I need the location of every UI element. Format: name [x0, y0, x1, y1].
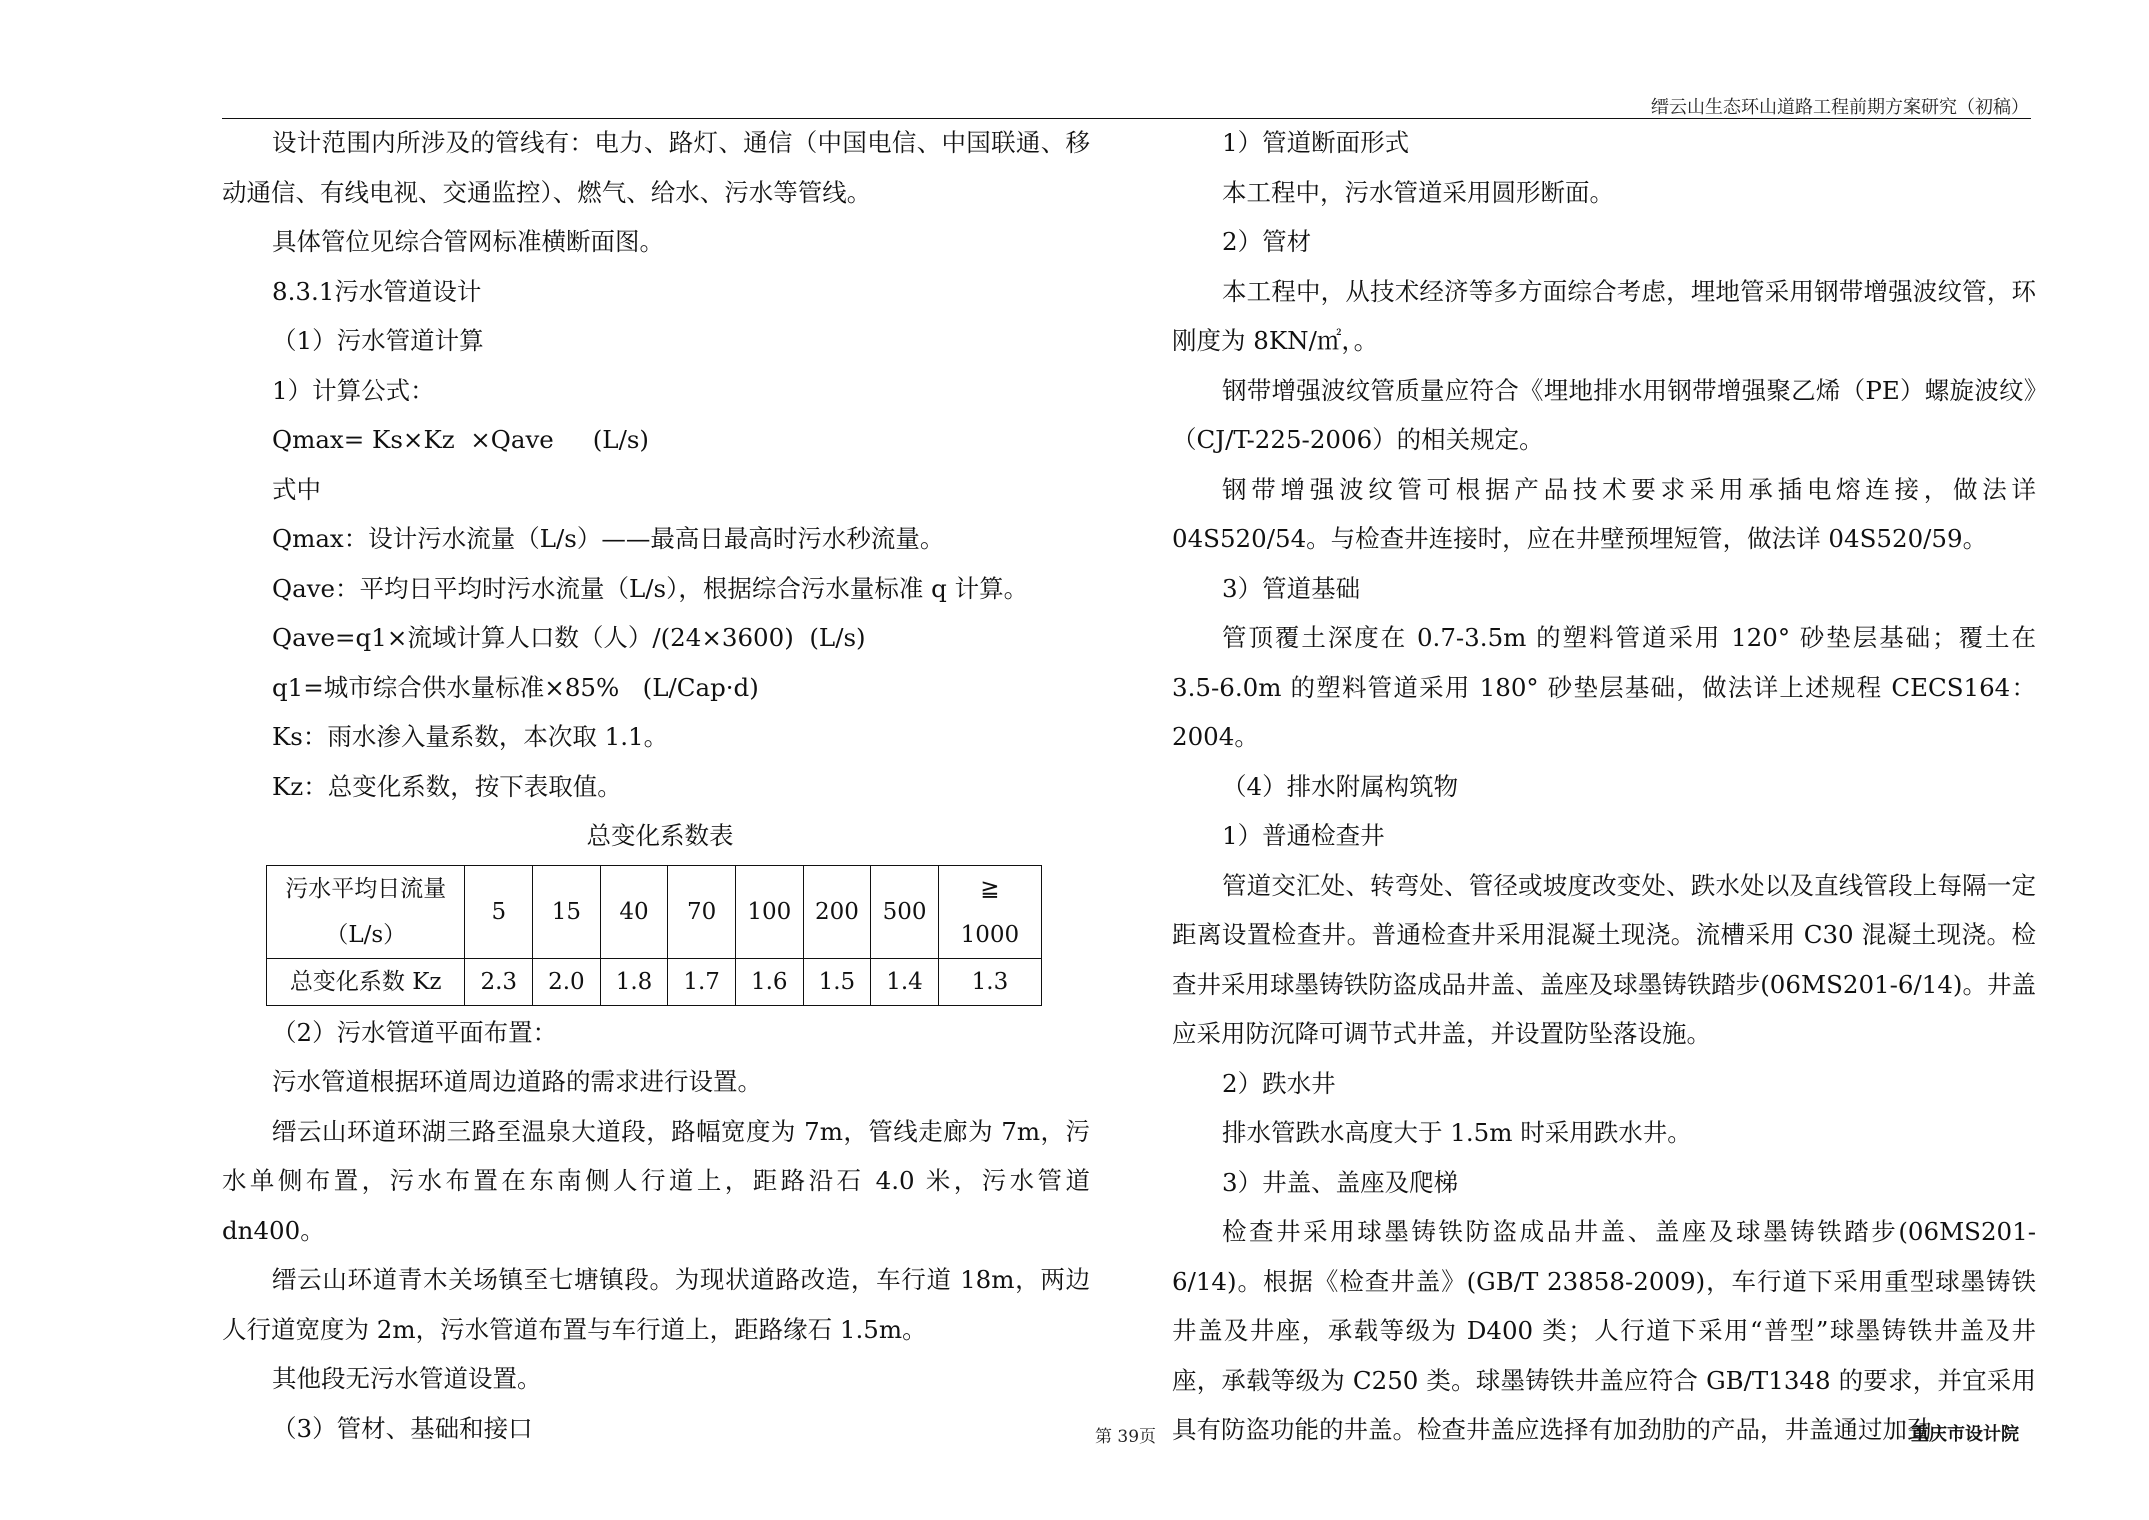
table-cell-flow: 40 — [600, 865, 668, 958]
table-cell-kz: 1.7 — [668, 958, 736, 1005]
table-cell-flow-last — [938, 865, 1041, 958]
flow-header-line1: 污水平均日流量 — [285, 875, 447, 902]
paragraph-inspection-well: 管道交汇处、转弯处、管径或坡度改变处、跌水处以及直线管段上每隔一定距离设置检查井。普通检查井采用混凝土现浇。流槽采用 C30 混凝土现浇。检查井采用球墨铸铁防盗成品井盖、盖座及球墨铸铁踏步(06MS201-6/14)。井盖应采用防沉降可调节式井盖，并设置防坠落设施。 — [1172, 870, 2036, 1048]
paragraph-material: 本工程中，从技术经济等多方面综合考虑，埋地管采用钢带增强波纹管，环刚度为 8KN/㎡，。 — [1172, 276, 2036, 355]
organization-name: 重庆市设计院 — [1911, 1424, 2019, 1445]
paragraph-layout-section1: 缙云山环道环湖三路至温泉大道段，路幅宽度为 7m，管线走廊为 7m，污水单侧布置，污水布置在东南侧人行道上，距路沿石 4.0 米，污水管道 dn400。 — [222, 1116, 1090, 1245]
flow-last-line1: ≧ — [980, 875, 1000, 902]
paragraph-layout-section2: 缙云山环道青木关场镇至七塘镇段。为现状道路改造，车行道 18m，两边人行道宽度为 2m，污水管道布置与车行道上，距路缘石 1.5m。 — [222, 1265, 1090, 1344]
subsection-heading-materials: （3）管材、基础和接口 — [272, 1413, 533, 1443]
subsection-heading-layout: （2）污水管道平面布置： — [272, 1017, 558, 1047]
item-heading-drop-well: 2）跌水井 — [1222, 1068, 1336, 1098]
table-cell-flow: 200 — [803, 865, 871, 958]
paragraph-covers: 检查井采用球墨铸铁防盗成品井盖、盖座及球墨铸铁踏步(06MS201-6/14)。根据《检查井盖》(GB/T 23858-2009)，车行道下采用重型球墨铸铁井盖及井座，承载等级为 D400 类；人行道下采用“普型”球墨铸铁井盖及井座，承载等级为 C250 类。球墨铸铁井盖应符合 GB/T1348 的要求，并宜采用具有防盗功能的井盖。检查井盖应选择有加劲肋的产品，井盖通过加劲 — [1172, 1217, 2036, 1444]
table-cell-flow: 15 — [533, 865, 601, 958]
flow-header-line2: （L/s） — [325, 921, 407, 948]
paragraph-foundation: 管顶覆土深度在 0.7-3.5m 的塑料管道采用 120° 砂垫层基础；覆土在 3.5-6.0m 的塑料管道采用 180° 砂垫层基础，做法详上述规程 CECS164：2004。 — [1172, 623, 2036, 751]
table-cell-kz: 1.3 — [938, 958, 1041, 1005]
table-cell-flow: 100 — [735, 865, 803, 958]
paragraph-section-form: 本工程中，污水管道采用圆形断面。 — [1222, 177, 1614, 207]
section-heading-sewage-design: 8.3.1污水管道设计 — [272, 276, 482, 306]
table-cell-kz: 1.4 — [871, 958, 939, 1005]
table-cell-flow: 70 — [668, 865, 736, 958]
definition-qave: Qave：平均日平均时污水流量（L/s），根据综合污水量标准 q 计算。 — [272, 573, 1029, 603]
left-column — [222, 118, 1090, 1453]
table-cell-flow: 5 — [465, 865, 533, 958]
paragraph-pipe-position: 具体管位见综合管网标准横断面图。 — [272, 227, 664, 256]
item-heading-section-form: 1）管道断面形式 — [1222, 128, 1410, 157]
table-cell-kz: 1.5 — [803, 958, 871, 1005]
paragraph-pipeline-scope: 设计范围内所涉及的管线有：电力、路灯、通信（中国电信、中国联通、移动通信、有线电视、交通监控）、燃气、给水、污水等管线。 — [222, 128, 1090, 207]
paragraph-drop-well: 排水管跌水高度大于 1.5m 时采用跌水井。 — [1222, 1118, 1692, 1147]
definition-qmax: Qmax：设计污水流量（L/s）——最高日最高时污水秒流量。 — [272, 524, 945, 553]
table-cell-kz: 1.6 — [735, 958, 803, 1005]
formula-where-label: 式中 — [272, 474, 321, 504]
table-cell-kz: 1.8 — [600, 958, 668, 1005]
page-number: 第 39页 — [1095, 1427, 1157, 1447]
item-heading-foundation: 3）管道基础 — [1222, 573, 1361, 603]
table-header-kz: 总变化系数 Kz — [267, 958, 465, 1005]
paragraph-material-connection: 钢带增强波纹管可根据产品技术要求采用承插电熔连接，做法详 04S520/54。与检查井连接时，应在井壁预埋短管，做法详 04S520/59。 — [1172, 474, 2036, 553]
formula-q1: q1=城市综合供水量标准×85% (L/Cap·d) — [272, 672, 759, 702]
definition-ks: Ks：雨水渗入量系数，本次取 1.1。 — [272, 722, 669, 751]
item-heading-inspection-well: 1）普通检查井 — [1222, 821, 1385, 850]
table-cell-kz: 2.3 — [465, 958, 533, 1005]
paragraph-layout-other: 其他段无污水管道设置。 — [272, 1364, 542, 1393]
page-header-title: 缙云山生态环山道路工程前期方案研究（初稿） — [1651, 97, 2029, 118]
subsection-heading-structures: （4）排水附属构筑物 — [1222, 771, 1459, 801]
item-formula-label: 1）计算公式： — [272, 375, 435, 405]
formula-qave: Qave=q1×流域计算人口数（人）/(24×3600) (L/s) — [272, 623, 866, 652]
table-row-flow — [267, 865, 1042, 958]
table-title: 总变化系数表 — [586, 821, 734, 850]
item-heading-material: 2）管材 — [1222, 227, 1312, 256]
item-heading-covers: 3）井盖、盖座及爬梯 — [1222, 1167, 1459, 1197]
table-row-kz — [267, 958, 1042, 1005]
paragraph-layout-intro: 污水管道根据环道周边道路的需求进行设置。 — [272, 1067, 762, 1096]
table-cell-flow: 500 — [871, 865, 939, 958]
right-column — [1172, 118, 2036, 1455]
formula-qmax: Qmax= Ks×Kz ×Qave (L/s) — [272, 425, 649, 454]
paragraph-material-standard: 钢带增强波纹管质量应符合《埋地排水用钢带增强聚乙烯（PE）螺旋波纹》（CJ/T-225-2006）的相关规定。 — [1172, 375, 2036, 454]
table-cell-kz: 2.0 — [533, 958, 601, 1005]
definition-kz: Kz：总变化系数，按下表取值。 — [272, 771, 622, 801]
subsection-heading-calculation: （1）污水管道计算 — [272, 326, 484, 355]
table-header-flow — [267, 865, 465, 958]
kz-coefficient-table — [266, 865, 1042, 1006]
flow-last-line2: 1000 — [960, 921, 1020, 948]
